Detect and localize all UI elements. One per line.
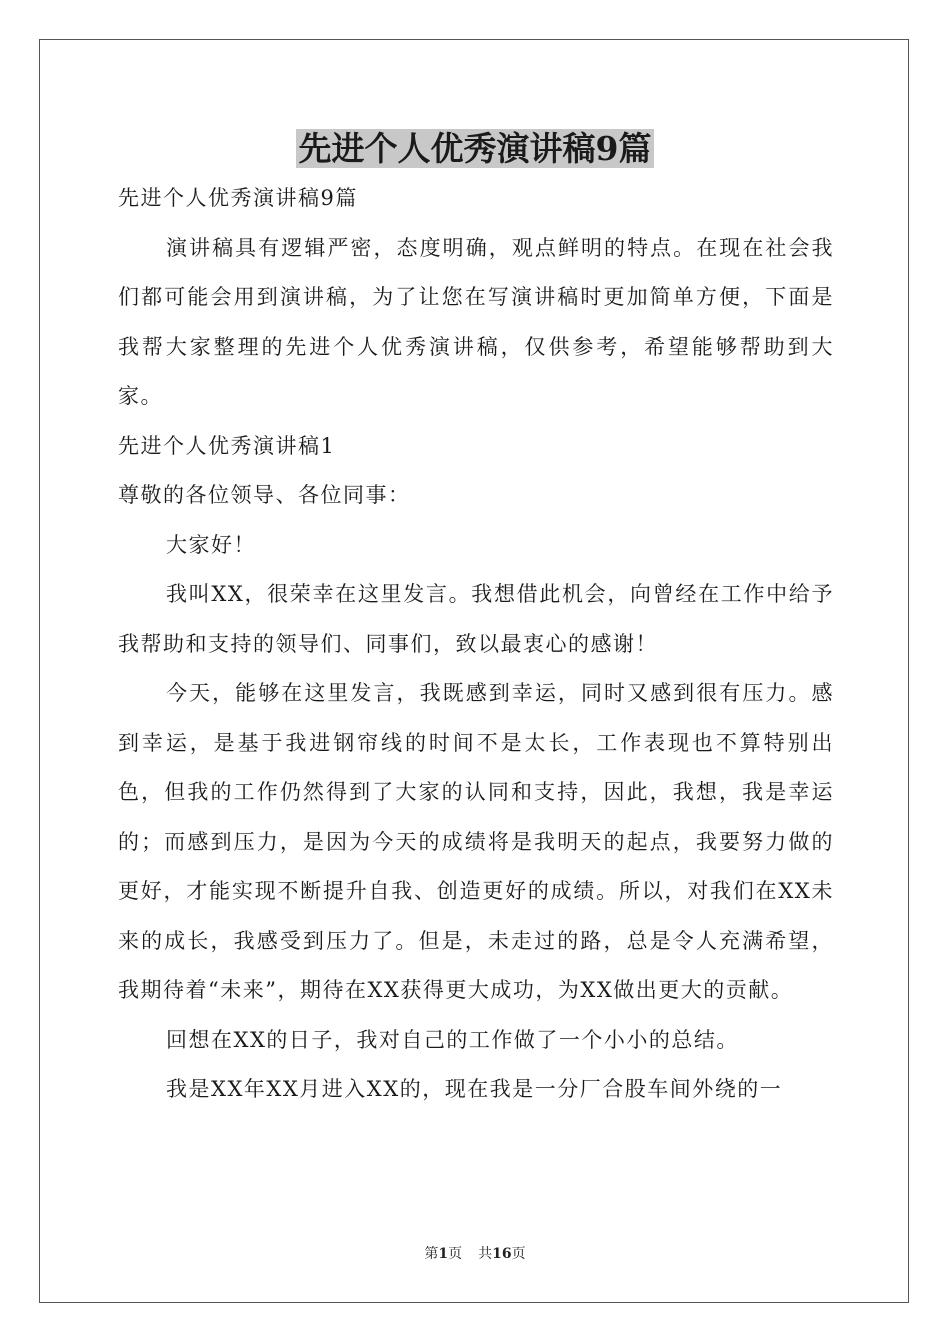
paragraph-0: 先进个人优秀演讲稿9篇: [118, 186, 358, 210]
paragraph-2: 先进个人优秀演讲稿1: [118, 433, 336, 458]
document-title-text: 先进个人优秀演讲稿9篇: [296, 129, 655, 168]
document-body: [118, 174, 834, 1115]
paragraph-6: 今天，能够在这里发言，我既感到幸运，同时又感到很有压力。感到幸运，是基于我进钢帘线的时间不是太长，工作表现也不算特别出色，但我的工作仍然得到了大家的认同和支持，因此，我想，我是幸运的；而感到压力，是因为今天的成绩将是我明天的起点，我要努力做的更好，才能实现不断提升自我、创造更好的成绩。所以，对我们在XX未来的成长，我感受到压力了。但是，未走过的路，总是令人充满希望，我期待着“未来”，期待在XX获得更大成功，为XX做出更大的贡献。: [118, 681, 834, 1002]
paragraph-5: 我叫XX，很荣幸在这里发言。我想借此机会，向曾经在工作中给予我帮助和支持的领导们、同事们，致以最衷心的感谢！: [118, 582, 834, 656]
page-prefix: 第: [424, 1246, 439, 1262]
paragraph-4: 大家好！: [166, 532, 256, 557]
paragraph-1: 演讲稿具有逻辑严密，态度明确，观点鲜明的特点。在现在社会我们都可能会用到演讲稿，为了让您在写演讲稿时更加简单方便，下面是我帮大家整理的先进个人优秀演讲稿，仅供参考，希望能够帮助到大家。: [118, 235, 834, 408]
total-prefix: 共: [478, 1246, 493, 1262]
total-suffix: 页: [511, 1246, 526, 1262]
paragraph-3: 尊敬的各位领导、各位同事：: [118, 483, 411, 507]
paragraph-8: 我是XX年XX月进入XX的，现在我是一分厂合股车间外绕的一: [166, 1077, 783, 1101]
page-footer: [0, 1244, 950, 1264]
document-title: [0, 124, 950, 174]
page-total: 16: [492, 1246, 512, 1262]
paragraph-7: 回想在XX的日子，我对自己的工作做了一个小小的总结。: [166, 1027, 739, 1052]
page-suffix: 页: [448, 1246, 463, 1262]
page-current: 1: [438, 1246, 449, 1262]
